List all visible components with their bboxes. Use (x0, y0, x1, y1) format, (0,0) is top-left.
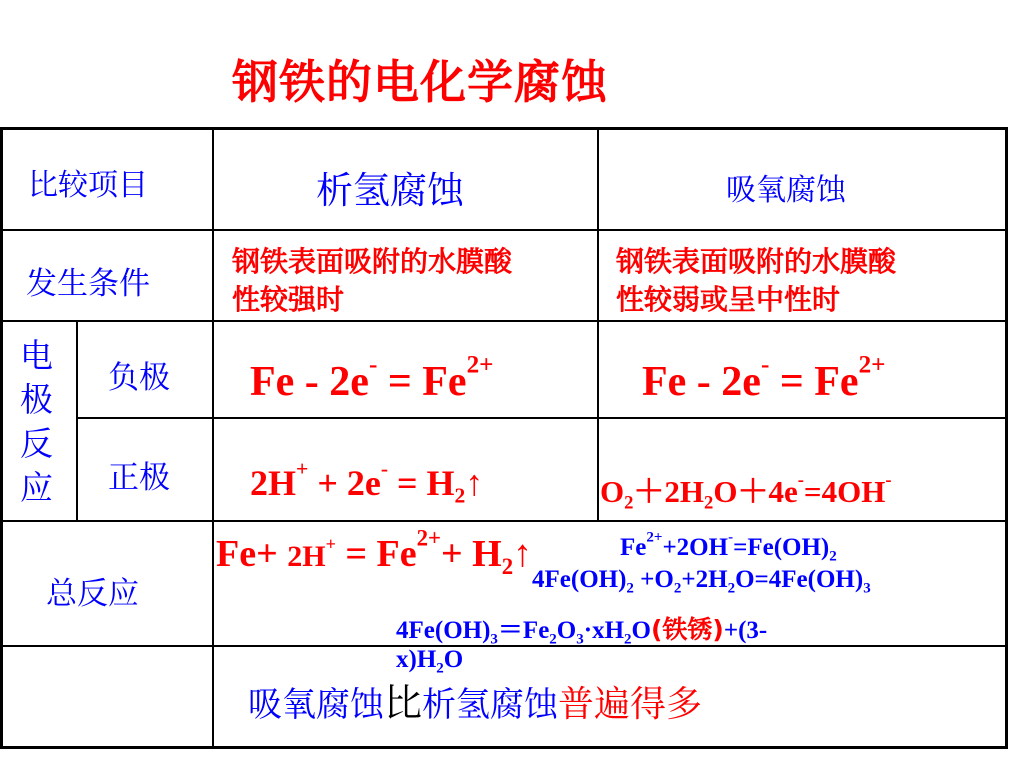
condition-h-line1: 钢铁表面吸附的水膜酸 (232, 245, 513, 278)
header-hydrogen-evolution: 析氢腐蚀 (316, 169, 464, 212)
total-equation-o1: $Fe^{2+}+2OH^-=Fe(OH)_2$ (620, 529, 837, 565)
total-equation-o3-cont: $x)H_2O$ (396, 646, 464, 677)
row-divider (0, 320, 1008, 322)
cathode-equation-h: $2H^+ + 2e^- = H_2↑$ (250, 456, 484, 508)
electrode-char: 电 (20, 336, 53, 375)
col-divider (597, 127, 599, 520)
summary-text (248, 672, 702, 727)
table-border-top (0, 127, 1008, 130)
electrode-char: 极 (20, 380, 53, 419)
condition-o-line1: 钢铁表面吸附的水膜酸 (616, 245, 897, 278)
page-title: 钢铁的电化学腐蚀 (232, 55, 608, 109)
header-oxygen-absorption: 吸氧腐蚀 (726, 173, 846, 208)
total-label: 总反应 (46, 576, 139, 612)
anode-equation-o: $Fe - 2e^- = Fe^{2+}$ (642, 351, 886, 405)
summary-part4: 普遍得多 (558, 684, 703, 725)
table-border-bottom (0, 746, 1008, 749)
col-divider (76, 320, 78, 520)
cathode-label: 正极 (108, 460, 170, 496)
cathode-equation-o: $O_2+2H_2O+4e^-=4OH^-$ (600, 469, 892, 514)
row-divider (0, 229, 1008, 231)
table-border-left (0, 127, 3, 749)
anode-equation-h: $Fe - 2e^- = Fe^{2+}$ (250, 351, 494, 405)
anode-label: 负极 (108, 360, 170, 396)
table-border-right (1005, 127, 1008, 749)
condition-h-line2: 性较强时 (232, 283, 345, 316)
header-item: 比较项目 (28, 168, 148, 203)
total-equation-h: $Fe+ 2H^+ = Fe^{2+}+$ $H_2↑$ (216, 525, 533, 579)
summary-part1: 吸氧腐蚀 (248, 685, 384, 725)
total-equation-o3: $4Fe(OH)_3=Fe_2O_3\cdot xH_2O$(铁锈)+(3- (396, 615, 768, 648)
col-divider (212, 127, 214, 749)
condition-label: 发生条件 (26, 266, 150, 302)
electrode-char: 反 (20, 424, 53, 463)
electrode-char: 应 (20, 468, 53, 507)
summary-part3: 析氢腐蚀 (422, 685, 559, 725)
condition-o-line2: 性较弱或呈中性时 (616, 283, 841, 316)
total-equation-o2: $4Fe(OH)_2 +O_2+2H_2O=4Fe(OH)_3$ (532, 566, 871, 597)
summary-part2: 比 (384, 681, 423, 725)
row-divider (76, 417, 1008, 419)
row-divider (0, 520, 1008, 522)
